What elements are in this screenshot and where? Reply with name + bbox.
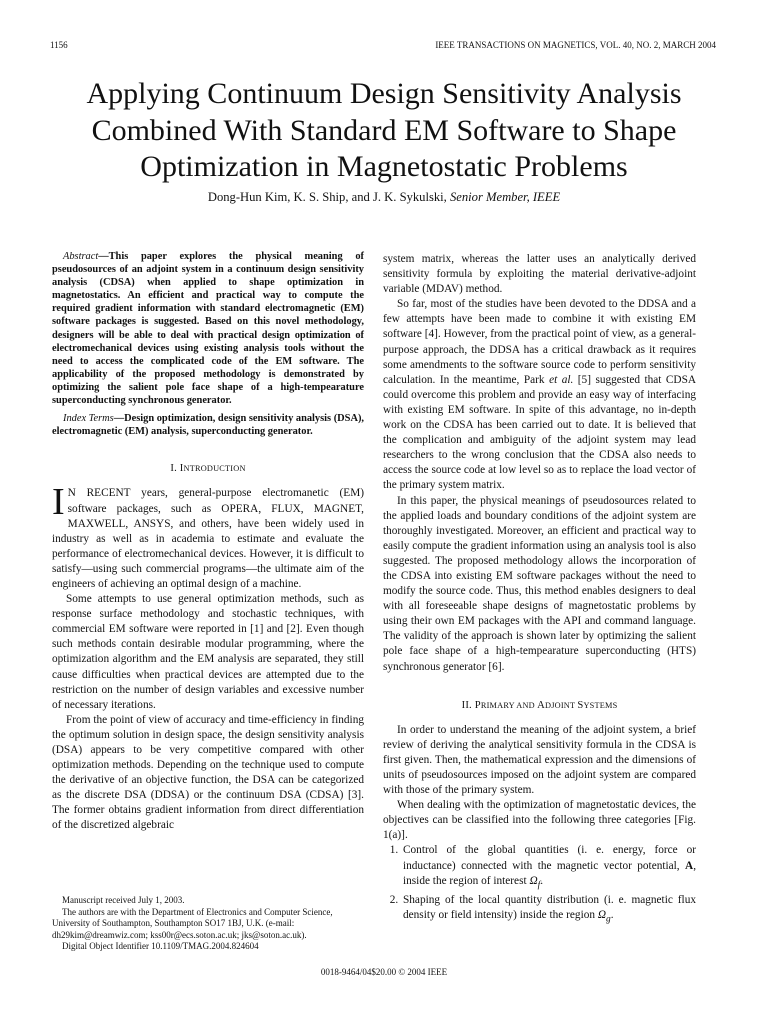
abstract-label: Abstract xyxy=(63,251,99,262)
right-paragraph-1: system matrix, whereas the latter uses an analytically derived sensitivity formula by exploiting the material derivative-adjoint variable (MDAV) method. xyxy=(383,253,696,296)
list-item: 2. Shaping of the local quantity distribution (i. e. magnetic flux density or field intensity) inside the region $\Omega_g$. xyxy=(401,893,696,927)
abstract-text: This paper explores the physical meaning of pseudosources of an adjoint system in a continuum design sensitivity analysis (CDSA) when applied to shape optimization in magnetostatics. An efficient and practical way to compute the required gradient information with standard electromagnetic (EM) software packages is suggested. Based on this novel methodology, designers will be able to deal with practical design optimization of electromechanical devices using existing analysis tools without the need to access the complicated code of the EM software. The applicability of the proposed methodology is demonstrated by optimizing the salient pole face shape of a high-tempearature superconducting synchronous generator. xyxy=(52,251,364,407)
author-membership: Senior Member, IEEE xyxy=(449,190,561,204)
intro-paragraph-2: Some attempts to use general optimization methods, such as response surface methodology and stochastic techniques, with commercial EM software were reported in [1] and [2]. Even though such methods contain desirable modular programming, where the optimization algorithm and the EM analysis are separated, they still cause difficulties when practical devices are attempted due to the restriction on the number of design variables and excessive number of necessary iterations. xyxy=(52,593,364,711)
section2-paragraph-2: When dealing with the optimization of magnetostatic devices, the objectives can be classified into the following three categories [Fig. 1(a)]. xyxy=(383,799,696,842)
copyright-line: 0018-9464/04$20.00 © 2004 IEEE xyxy=(320,967,448,977)
journal-header: IEEE TRANSACTIONS ON MAGNETICS, VOL. 40, NO. 2, MARCH 2004 xyxy=(435,40,716,50)
index-terms-text: Design optimization, design sensitivity analysis (DSA), electromagnetic (EM) analysis, superconducting generator. xyxy=(52,413,365,438)
footnote-affiliation: The authors are with the Department of Electronics and Computer Science, University of Southampton, Southampton SO17 1BJ, U.K. (e-mail: dh29kim@dreamwiz.com; kss00r@ecs.soton.ac.uk; jks@soton.ac.uk). xyxy=(52,906,333,940)
author-names: Dong-Hun Kim, K. S. Ship, and J. K. Sykulski, xyxy=(207,190,447,204)
index-terms-label: Index Terms xyxy=(63,413,114,425)
section-heading-introduction: I. INTRODUCTION xyxy=(170,463,246,475)
right-paragraph-2: So far, most of the studies have been devoted to the DDSA and a few attempts have been made to combine it with existing EM software [4]. However, from the practical point of view, as a general-purpose approach, the DDSA has a critical drawback as it requires some amendments to the software source code to perform sensitivity calculation. In the meantime, Park et al. [5] suggested that CDSA could overcome this problem and provide an easy way of interfacing with existing EM software. In spite of this advantage, no in-depth work on the CDSA has been carried out to date. It is believed that the complication and ambiguity of the adjoint system may lead researchers to the wrong conclusion that the CDSA also needs to access the source code at low level so as to replace the load vector of the primary system matrix. xyxy=(383,298,697,492)
paper-title: Applying Continuum Design Sensitivity Analysis Combined With Standard EM Software to Shape Optimization in Magnetostatic Problems xyxy=(86,77,682,183)
footnote xyxy=(52,895,364,953)
author-line xyxy=(40,190,728,205)
right-paragraph-3: In this paper, the physical meanings of pseudosources related to the applied loads and boundary conditions of the adjoint system are thoroughly investigated. Moreover, an efficient and practical way to easily compute the gradient information using an analysis tool is also suggested. The proposed methodology allows the incorporation of the CDSA into existing EM software packages without the need to modify the source code. Thus, this method enables designers to deal with all foreseeable shape designs of magnetostatic problems by using their own EM packages with the API and command language. The validity of the approach is shown later by optimizing the salient pole face shape of a high-tempearature superconducting (HTS) synchronous generator [6]. xyxy=(383,494,696,673)
footnote-received: Manuscript received July 1, 2003. xyxy=(62,895,185,905)
intro-paragraph-1: I N RECENT years, general-purpose electromanetic (EM) software packages, such as OPERA, FLUX, MAGNET, MAXWELL, ANSYS, and others, have been widely used in industry as well as in academia to estimate and evaluate the performance of electromechanical devices. However, it is difficult to satisfy—using such commercial programs—the ultimate aim of the engineers of achieving an optimal design of a machine. xyxy=(52,481,364,590)
section2-paragraph-1: In order to understand the meaning of the adjoint system, a brief review of deriving the analytical sensitivity formula in the CDSA is first given. Then, the mathematical expression and the dimensions of units of pseudosources imposed on the adjoint system are compared with those of the primary system. xyxy=(383,723,696,797)
list-item: 1. Control of the global quantities (i. e. energy, force or inductance) connected with the magnetic vector potential, A, inside the region of interest $\Omega_f$. xyxy=(401,843,696,893)
page-number: 1156 xyxy=(50,40,68,50)
abstract: Abstract—This paper explores the physical meaning of pseudosources of an adjoint system in a continuum design sensitivity analysis (CDSA) when applied to shape optimization in magnetostatics. An efficient and practical way to compute the required gradient information with standard electromagnetic (EM) software packages is suggested. Based on this novel methodology, designers will be able to deal with practical design optimization of electromechanical devices using existing analysis tools without the need to access the complicated code of the EM software. The applicability of the proposed methodology is demonstrated by optimizing the salient pole face shape of a high-tempearature superconducting synchronous generator. xyxy=(52,251,364,407)
objective-list xyxy=(383,843,696,927)
intro-paragraph-3: From the point of view of accuracy and time-efficiency in finding the optimum solution in design space, the design sensitivity analysis (DSA) appears to be very competitive compared with other optimization methods. Depending on the technique used to compute the derivative of an objective function, the DSA can be categorized as the discrete DSA (DDSA) or the continuum DSA (CDSA) [3]. The former obtains gradient information from direct differentiation of the discretized algebraic xyxy=(52,713,364,832)
right-column xyxy=(383,252,696,927)
section-heading-primary-adjoint: II. PRIMARY AND ADJOINT SYSTEMS xyxy=(461,699,618,711)
drop-cap: I xyxy=(52,481,65,524)
index-terms: Index Terms—Design optimization, design sensitivity analysis (DSA), electromagnetic (EM) analysis, superconducting generator. xyxy=(52,413,365,438)
left-column xyxy=(52,250,364,834)
footnote-doi: Digital Object Identifier 10.1109/TMAG.2004.824604 xyxy=(62,941,259,951)
